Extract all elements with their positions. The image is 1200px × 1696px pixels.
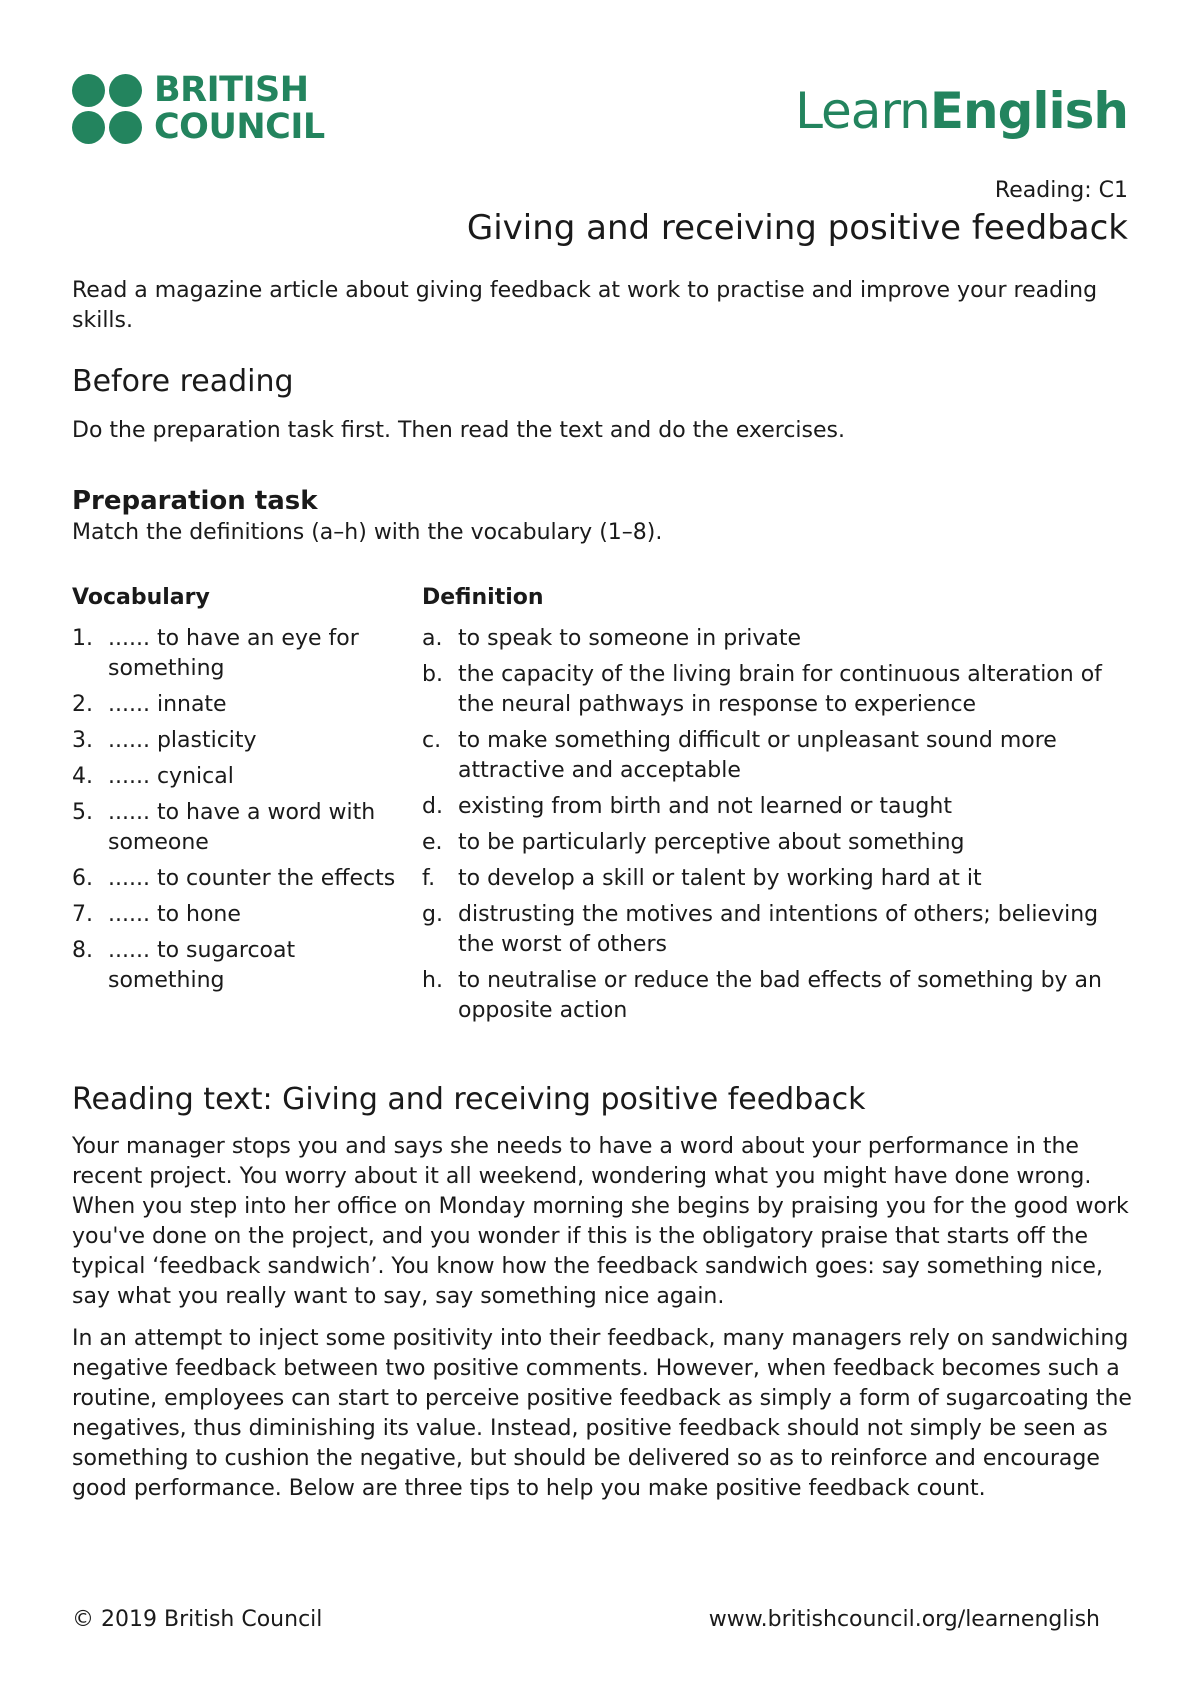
reading-paragraph: Your manager stops you and says she needs to have a word about your performance in the recent project. You worry about it all weekend, wondering what you might have done wrong. When you step into her office on Monday morning she begins by praising you for the good work you've done on the project, and you wonder if this is the obligatory praise that starts off the typical ‘feedback sandwich’. You know how the feedback sandwich goes: say something nice, say what you really want to say, say something nice again. — [72, 1134, 1129, 1309]
level-label: Reading: C1 — [994, 178, 1128, 203]
list-item — [72, 798, 402, 858]
item-text: ...... to have a word with someone — [108, 800, 376, 855]
reading-text-heading: Reading text: Giving and receiving positive feedback — [72, 1082, 866, 1117]
vocabulary-list — [72, 624, 402, 1002]
item-text: ...... to counter the effects — [108, 866, 396, 891]
item-text: ...... to have an eye for something — [108, 626, 359, 681]
list-item — [422, 966, 1122, 1026]
list-item — [72, 690, 402, 720]
item-marker: h. — [422, 968, 443, 993]
list-item — [422, 624, 1122, 654]
item-marker: a. — [422, 626, 443, 651]
footer-copyright: © 2019 British Council — [72, 1607, 323, 1632]
item-marker: b. — [422, 662, 443, 687]
item-marker: 4. — [72, 764, 93, 789]
page-title: Giving and receiving positive feedback — [466, 208, 1128, 248]
item-marker: 8. — [72, 938, 93, 963]
item-text: to develop a skill or talent by working hard at it — [458, 866, 982, 891]
british-council-wordmark: BRITISH COUNCIL — [154, 70, 325, 147]
list-item — [72, 726, 402, 756]
item-text: to neutralise or reduce the bad effects of something by an opposite action — [458, 968, 1102, 1023]
vocabulary-heading: Vocabulary — [72, 585, 210, 610]
preparation-task-heading: Preparation task — [72, 486, 318, 516]
preparation-instruction: Match the definitions (a–h) with the vocabulary (1–8). — [72, 520, 663, 545]
list-item — [422, 660, 1122, 720]
british-council-dots-icon — [72, 74, 142, 144]
definition-heading: Definition — [422, 585, 544, 610]
list-item — [72, 624, 402, 684]
learnenglish-logo: LearnEnglish — [795, 82, 1128, 140]
item-text: ...... innate — [108, 692, 227, 717]
before-reading-text: Do the preparation task first. Then read the text and do the exercises. — [72, 418, 845, 443]
reading-text-body — [72, 1132, 1132, 1516]
list-item — [422, 900, 1122, 960]
item-marker: 1. — [72, 626, 93, 651]
item-marker: 3. — [72, 728, 93, 753]
item-text: the capacity of the living brain for continuous alteration of the neural pathways in response to experience — [458, 662, 1102, 717]
item-marker: 2. — [72, 692, 93, 717]
definition-list — [422, 624, 1122, 1032]
list-item — [422, 828, 1122, 858]
item-text: to speak to someone in private — [458, 626, 801, 651]
item-text: to make something difficult or unpleasant sound more attractive and acceptable — [458, 728, 1057, 783]
before-reading-heading: Before reading — [72, 364, 294, 399]
list-item — [422, 726, 1122, 786]
list-item — [72, 936, 402, 996]
item-marker: f. — [422, 866, 436, 891]
item-text: to be particularly perceptive about something — [458, 830, 965, 855]
list-item — [72, 762, 402, 792]
item-marker: 6. — [72, 866, 93, 891]
list-item — [422, 864, 1122, 894]
item-marker: 5. — [72, 800, 93, 825]
item-marker: d. — [422, 794, 443, 819]
intro-text: Read a magazine article about giving feedback at work to practise and improve your reading skills. — [72, 278, 1098, 333]
list-item — [72, 900, 402, 930]
footer-url: www.britishcouncil.org/learnenglish — [708, 1607, 1100, 1632]
item-marker: c. — [422, 728, 442, 753]
item-text: ...... to hone — [108, 902, 241, 927]
item-marker: 7. — [72, 902, 93, 927]
list-item — [422, 792, 1122, 822]
item-text: ...... to sugarcoat something — [108, 938, 296, 993]
item-text: ...... plasticity — [108, 728, 257, 753]
item-text: ...... cynical — [108, 764, 234, 789]
item-text: distrusting the motives and intentions of others; believing the worst of others — [458, 902, 1099, 957]
list-item — [72, 864, 402, 894]
british-council-logo — [72, 72, 325, 146]
item-text: existing from birth and not learned or taught — [458, 794, 952, 819]
reading-paragraph: In an attempt to inject some positivity into their feedback, many managers rely on sandwiching negative feedback between two positive comments. However, when feedback becomes such a routine, employees can start to perceive positive feedback as simply a form of sugarcoating the negatives, thus diminishing its value. Instead, positive feedback should not simply be seen as something to cushion the negative, but should be delivered so as to reinforce and encourage good performance. Below are three tips to help you make positive feedback count. — [72, 1326, 1132, 1501]
item-marker: e. — [422, 830, 443, 855]
item-marker: g. — [422, 902, 443, 927]
